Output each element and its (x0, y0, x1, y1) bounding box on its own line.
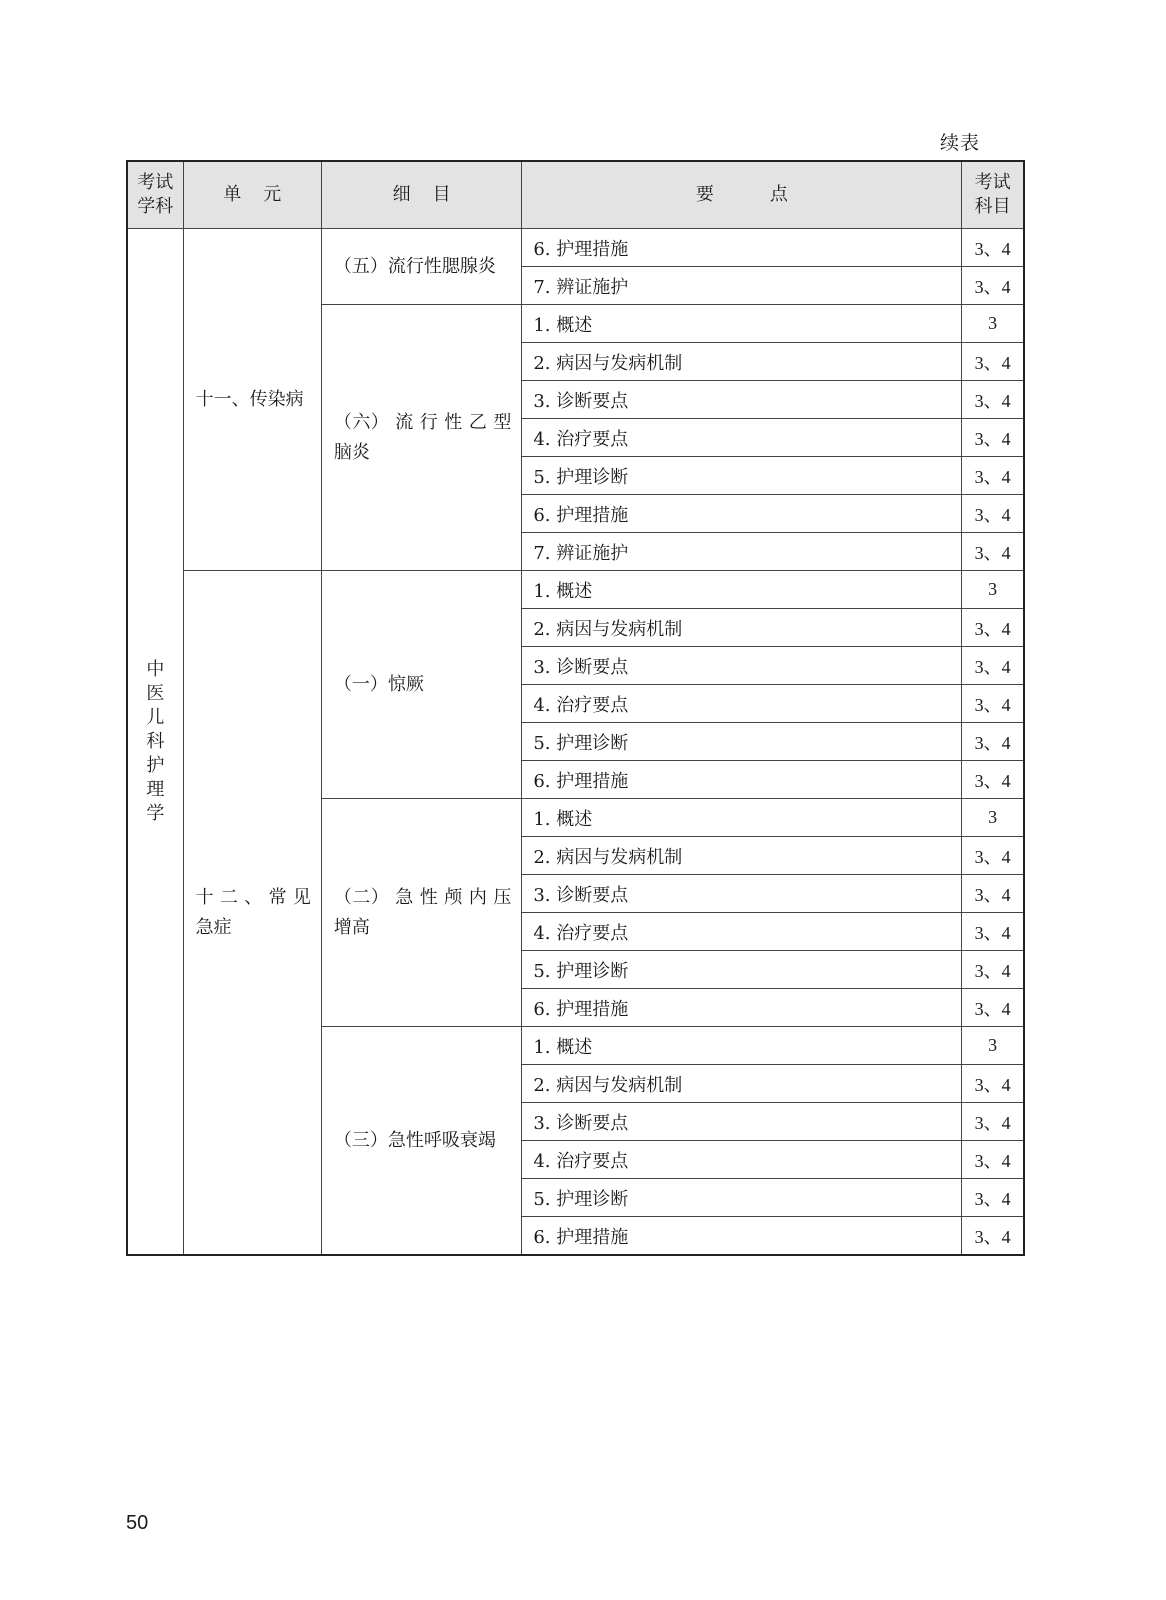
exam-syllabus-table (126, 160, 1025, 1256)
point-cell: 4. 治疗要点 (522, 419, 962, 457)
subject-label: 中医儿科护理学 (146, 658, 165, 824)
header-item: 细目 (321, 161, 521, 229)
level-cell: 3、4 (962, 1141, 1024, 1179)
point-cell: 1. 概述 (522, 799, 962, 837)
point-cell: 7. 辨证施护 (522, 267, 962, 305)
level-cell: 3、4 (962, 1065, 1024, 1103)
table-row (127, 571, 1024, 609)
level-cell: 3、4 (962, 1179, 1024, 1217)
level-cell: 3、4 (962, 381, 1024, 419)
point-cell: 6. 护理措施 (522, 761, 962, 799)
level-cell: 3、4 (962, 723, 1024, 761)
item-cell: （五）流行性腮腺炎 (321, 229, 521, 305)
point-cell: 4. 治疗要点 (522, 913, 962, 951)
level-cell: 3、4 (962, 875, 1024, 913)
point-cell: 1. 概述 (522, 305, 962, 343)
level-cell: 3、4 (962, 343, 1024, 381)
point-cell: 1. 概述 (522, 571, 962, 609)
level-cell: 3、4 (962, 495, 1024, 533)
point-cell: 6. 护理措施 (522, 989, 962, 1027)
unit-cell: 十一、传染病 (183, 229, 321, 571)
level-cell: 3、4 (962, 837, 1024, 875)
point-cell: 2. 病因与发病机制 (522, 1065, 962, 1103)
point-cell: 5. 护理诊断 (522, 723, 962, 761)
point-cell: 4. 治疗要点 (522, 685, 962, 723)
point-cell: 5. 护理诊断 (522, 457, 962, 495)
point-cell: 2. 病因与发病机制 (522, 837, 962, 875)
item-cell: （六） 流 行 性 乙 型 脑炎 (321, 305, 521, 571)
header-level: 考试科目 (962, 161, 1024, 229)
point-cell: 7. 辨证施护 (522, 533, 962, 571)
table-row (127, 229, 1024, 267)
item-cell: （二） 急 性 颅 内 压 增高 (321, 799, 521, 1027)
level-cell: 3、4 (962, 647, 1024, 685)
level-cell: 3 (962, 799, 1024, 837)
point-cell: 2. 病因与发病机制 (522, 609, 962, 647)
level-cell: 3、4 (962, 533, 1024, 571)
level-cell: 3、4 (962, 419, 1024, 457)
table-body (127, 229, 1024, 1256)
point-cell: 5. 护理诊断 (522, 1179, 962, 1217)
point-cell: 6. 护理措施 (522, 1217, 962, 1256)
header-unit: 单元 (183, 161, 321, 229)
point-cell: 3. 诊断要点 (522, 647, 962, 685)
level-cell: 3、4 (962, 1217, 1024, 1256)
header-subject: 考试学科 (127, 161, 183, 229)
point-cell: 3. 诊断要点 (522, 1103, 962, 1141)
item-cell: （三）急性呼吸衰竭 (321, 1027, 521, 1256)
point-cell: 4. 治疗要点 (522, 1141, 962, 1179)
level-cell: 3、4 (962, 267, 1024, 305)
point-cell: 3. 诊断要点 (522, 875, 962, 913)
point-cell: 1. 概述 (522, 1027, 962, 1065)
unit-cell: 十 二 、 常 见 急症 (183, 571, 321, 1256)
level-cell: 3、4 (962, 913, 1024, 951)
header-points: 要点 (522, 161, 962, 229)
level-cell: 3、4 (962, 761, 1024, 799)
level-cell: 3、4 (962, 457, 1024, 495)
continued-table-label: 续表 (940, 132, 981, 154)
level-cell: 3 (962, 1027, 1024, 1065)
point-cell: 6. 护理措施 (522, 495, 962, 533)
point-cell: 3. 诊断要点 (522, 381, 962, 419)
level-cell: 3 (962, 571, 1024, 609)
point-cell: 5. 护理诊断 (522, 951, 962, 989)
level-cell: 3 (962, 305, 1024, 343)
level-cell: 3、4 (962, 685, 1024, 723)
point-cell: 6. 护理措施 (522, 229, 962, 267)
level-cell: 3、4 (962, 989, 1024, 1027)
level-cell: 3、4 (962, 229, 1024, 267)
level-cell: 3、4 (962, 1103, 1024, 1141)
level-cell: 3、4 (962, 609, 1024, 647)
subject-cell (127, 229, 183, 1256)
table-header (127, 161, 1024, 229)
point-cell: 2. 病因与发病机制 (522, 343, 962, 381)
page-number: 50 (126, 1512, 149, 1534)
item-cell: （一）惊厥 (321, 571, 521, 799)
level-cell: 3、4 (962, 951, 1024, 989)
